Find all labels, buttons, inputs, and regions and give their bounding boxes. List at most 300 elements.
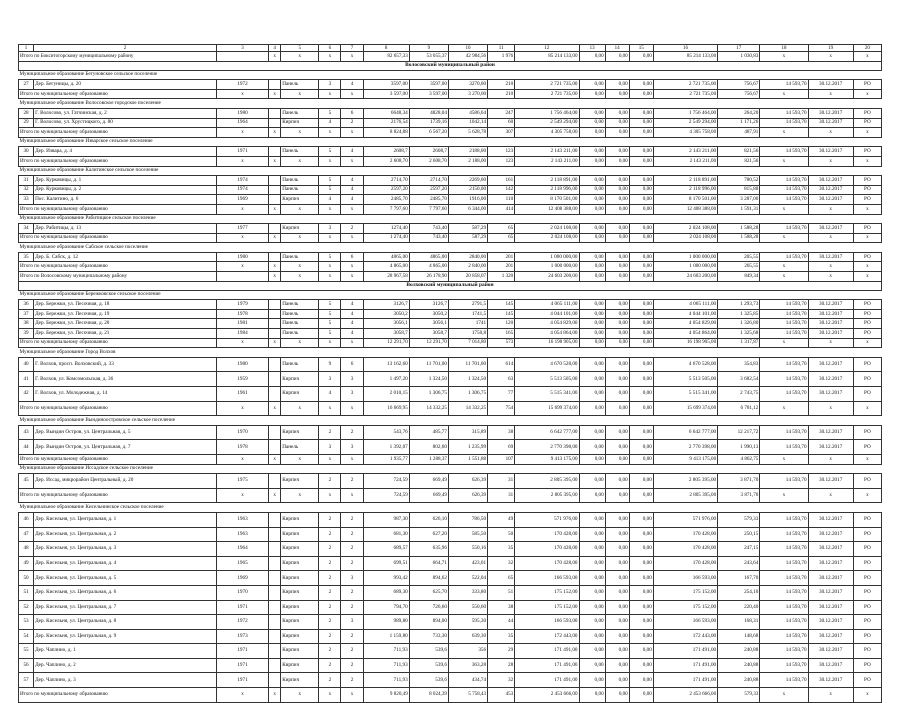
data-cell: 0,00 <box>629 338 653 348</box>
data-cell: 780,52 <box>718 176 760 186</box>
data-cell: х <box>319 688 341 703</box>
data-cell: х <box>281 688 319 703</box>
data-cell: х <box>341 401 363 416</box>
data-cell: 3050,2 <box>363 309 409 319</box>
data-cell: х <box>341 488 363 503</box>
data-cell: РО <box>853 224 881 234</box>
column-number: 13 <box>579 45 605 52</box>
data-cell <box>269 387 281 402</box>
data-cell: 31 <box>19 176 34 186</box>
building-row <box>19 372 882 387</box>
data-cell: 0,00 <box>605 556 629 571</box>
data-cell: 6 <box>341 357 363 372</box>
column-number: 2 <box>34 45 217 52</box>
data-cell: 0,00 <box>629 224 653 234</box>
data-cell: 44 <box>19 440 34 455</box>
data-cell: 4 <box>341 185 363 195</box>
data-cell: 250,15 <box>718 527 760 542</box>
data-cell: 571 976,00 <box>515 512 579 527</box>
data-cell: 4 <box>341 176 363 186</box>
data-cell: 3 287,00 <box>718 195 760 205</box>
data-cell: 0,00 <box>579 454 605 464</box>
building-row <box>19 309 882 319</box>
data-cell: Кирпич <box>281 585 319 600</box>
data-cell: 30.12.2017 <box>808 372 853 387</box>
data-cell: х <box>808 128 853 138</box>
address-cell: Дер. Бережки, ул. Песочная, д. 19 <box>34 309 217 319</box>
data-cell: 1 317,87 <box>718 338 760 348</box>
data-cell: х <box>281 338 319 348</box>
data-cell: х <box>760 128 808 138</box>
data-cell: Кирпич <box>281 527 319 542</box>
municipality-heading: Муниципальное образование Иссадское сельское поселение <box>19 464 882 474</box>
data-cell: 54 <box>19 629 34 644</box>
data-cell: 210 <box>488 80 515 90</box>
data-cell: 0,00 <box>629 615 653 630</box>
data-cell: 4 305 758,00 <box>653 128 717 138</box>
data-cell: 0,00 <box>579 329 605 339</box>
data-cell: 77 <box>488 387 515 402</box>
data-cell: 0,00 <box>579 658 605 673</box>
data-cell: х <box>808 233 853 243</box>
data-cell: 14 593,70 <box>760 224 808 234</box>
data-cell: 12 291,70 <box>409 338 448 348</box>
data-cell: 5 515 341,00 <box>653 387 717 402</box>
municipality-heading: Муниципальное образование Волосовское городское поселение <box>19 99 882 109</box>
total-row <box>19 272 882 282</box>
data-cell: 664,71 <box>409 556 448 571</box>
building-row <box>19 319 882 329</box>
address-cell: Дер. Курковицы, д. 1 <box>34 176 217 186</box>
data-cell: 794,70 <box>363 600 409 615</box>
data-cell: Кирпич <box>281 556 319 571</box>
data-cell: х <box>216 204 268 214</box>
data-cell: 0,00 <box>579 176 605 186</box>
data-cell: 8 170 501,00 <box>515 195 579 205</box>
data-cell: 550,16 <box>448 542 487 557</box>
column-number: 15 <box>629 45 653 52</box>
data-cell: 821,56 <box>718 156 760 166</box>
data-cell: 38 <box>488 425 515 440</box>
data-cell: РО <box>853 329 881 339</box>
data-cell: 170 428,00 <box>653 527 717 542</box>
municipality-heading: Муниципальное образование Калитинское сельское поселение <box>19 166 882 176</box>
data-cell: 14 593,70 <box>760 571 808 586</box>
data-cell: 743,40 <box>409 224 448 234</box>
data-cell: 14 593,70 <box>760 195 808 205</box>
data-cell: 205,55 <box>718 262 760 272</box>
data-cell: 3 871,70 <box>718 488 760 503</box>
municipality-heading-row <box>19 348 882 358</box>
data-cell: 264,20 <box>718 108 760 118</box>
data-cell: 711,93 <box>363 644 409 659</box>
total-label-cell: Итого по муниципальному образованию <box>19 401 217 416</box>
data-cell: РО <box>853 585 881 600</box>
data-cell: х <box>808 52 853 62</box>
data-cell: 30.12.2017 <box>808 658 853 673</box>
data-cell: 3126,7 <box>363 300 409 310</box>
data-cell: 3 <box>341 615 363 630</box>
data-cell: 0,00 <box>629 80 653 90</box>
data-cell: 3597,00 <box>363 80 409 90</box>
data-cell: 0,00 <box>579 688 605 703</box>
data-cell <box>269 309 281 319</box>
data-cell: 0,00 <box>629 128 653 138</box>
data-cell: х <box>281 401 319 416</box>
data-cell: х <box>319 488 341 503</box>
data-cell: 3 <box>341 440 363 455</box>
data-cell: х <box>853 272 881 282</box>
data-cell <box>269 80 281 90</box>
data-cell <box>269 542 281 557</box>
column-number: 20 <box>853 45 881 52</box>
data-cell: х <box>853 488 881 503</box>
data-cell: 3056,1 <box>363 319 409 329</box>
data-cell <box>269 300 281 310</box>
data-cell: 4 865,00 <box>363 262 409 272</box>
data-cell: 14 593,70 <box>760 556 808 571</box>
data-cell: РО <box>853 147 881 157</box>
data-cell: 201 <box>488 252 515 262</box>
data-cell: 0,00 <box>579 585 605 600</box>
data-cell: 0,00 <box>629 329 653 339</box>
data-cell: 1 326,80 <box>718 319 760 329</box>
data-cell: 172 443,00 <box>515 629 579 644</box>
data-cell: 1 976 <box>488 52 515 62</box>
data-cell: 52 <box>19 600 34 615</box>
data-cell: 669,49 <box>409 488 448 503</box>
data-cell: х <box>319 52 341 62</box>
data-cell: 2 010,15 <box>363 387 409 402</box>
data-cell: 0,00 <box>579 556 605 571</box>
data-cell: 0,00 <box>629 556 653 571</box>
data-cell: 0,00 <box>605 571 629 586</box>
address-cell: Г. Волосово, ул. Гатчинская, д. 2 <box>34 108 217 118</box>
data-cell: 0,00 <box>605 309 629 319</box>
data-cell: 38 <box>19 319 34 329</box>
data-cell: х <box>281 128 319 138</box>
data-cell: 1965 <box>216 556 268 571</box>
data-cell: 28 967,58 <box>363 272 409 282</box>
data-cell: х <box>341 89 363 99</box>
data-cell: 1 324,50 <box>448 372 487 387</box>
data-cell: 1970 <box>216 425 268 440</box>
data-cell: Кирпич <box>281 372 319 387</box>
data-cell: 2 143 211,00 <box>515 147 579 157</box>
data-cell: 33 <box>19 195 34 205</box>
data-cell: 0,00 <box>579 425 605 440</box>
data-cell: 240,88 <box>718 673 760 688</box>
data-cell: х <box>853 52 881 62</box>
data-cell <box>269 512 281 527</box>
data-cell: 39 <box>19 329 34 339</box>
data-cell: 0,00 <box>605 195 629 205</box>
data-cell: 333,80 <box>448 585 487 600</box>
data-cell: 539,6 <box>409 658 448 673</box>
municipality-heading-row <box>19 290 882 300</box>
data-cell: 3 <box>319 80 341 90</box>
total-row <box>19 401 882 416</box>
data-cell: 42 984,56 <box>448 52 487 62</box>
data-cell: х <box>853 204 881 214</box>
data-cell: 726,60 <box>409 600 448 615</box>
data-cell: х <box>341 128 363 138</box>
municipality-heading-row <box>19 99 882 109</box>
data-cell <box>269 224 281 234</box>
column-number: 6 <box>319 45 341 52</box>
data-cell: РО <box>853 512 881 527</box>
data-cell: 8 824,88 <box>363 128 409 138</box>
data-cell: 28 <box>19 108 34 118</box>
data-cell: 669,49 <box>409 474 448 489</box>
address-cell: Дер. Кисельня, ул. Центральная, д. 8 <box>34 615 217 630</box>
data-cell: 756,67 <box>718 80 760 90</box>
data-cell: 14 593,70 <box>760 387 808 402</box>
data-cell: х <box>808 401 853 416</box>
data-cell: 53 055,37 <box>409 52 448 62</box>
data-cell: 550,60 <box>448 600 487 615</box>
data-cell: 14 593,70 <box>760 542 808 557</box>
municipality-heading: Муниципальное образование Кисельнинское сельское поселение <box>19 503 882 513</box>
data-cell: 0,00 <box>605 262 629 272</box>
column-number: 5 <box>281 45 319 52</box>
data-cell <box>269 319 281 329</box>
address-cell: Дер. Кисельня, ул. Центральная, д. 7 <box>34 600 217 615</box>
data-cell: х <box>341 338 363 348</box>
data-cell: х <box>760 156 808 166</box>
municipality-heading-row <box>19 214 882 224</box>
data-cell: 5 <box>319 108 341 118</box>
data-cell: 2 <box>341 600 363 615</box>
data-cell: 4 670 528,00 <box>653 357 717 372</box>
data-cell: Кирпич <box>281 629 319 644</box>
data-cell: 2 <box>341 224 363 234</box>
data-cell: 167,70 <box>718 571 760 586</box>
data-cell: х <box>808 89 853 99</box>
data-cell <box>269 673 281 688</box>
data-cell: 0,00 <box>605 644 629 659</box>
data-cell: х <box>808 204 853 214</box>
data-cell: 12 408 388,00 <box>653 204 717 214</box>
address-cell: Г. Волхов, ул. Молодежная, д. 14 <box>34 387 217 402</box>
data-cell: 2 743,75 <box>718 387 760 402</box>
column-number: 17 <box>718 45 760 52</box>
data-cell: х <box>760 338 808 348</box>
data-cell: 8 024,39 <box>409 688 448 703</box>
data-cell: 30.12.2017 <box>808 571 853 586</box>
data-cell: 0,00 <box>629 658 653 673</box>
data-cell: 571 976,00 <box>653 512 717 527</box>
data-cell: 573 <box>488 338 515 348</box>
data-cell: РО <box>853 319 881 329</box>
data-cell: 689,30 <box>363 585 409 600</box>
data-cell: 0,00 <box>605 673 629 688</box>
data-cell: Панель <box>281 252 319 262</box>
data-cell: 5 <box>319 300 341 310</box>
data-cell: 0,00 <box>605 488 629 503</box>
data-cell: 2 <box>341 474 363 489</box>
address-cell: Дер. Бегуницы, д. 20 <box>34 80 217 90</box>
data-cell: 14 593,70 <box>760 185 808 195</box>
data-cell: 65 <box>488 571 515 586</box>
total-row <box>19 454 882 464</box>
building-row <box>19 80 882 90</box>
data-cell: 2 <box>319 615 341 630</box>
data-cell: 539,6 <box>409 644 448 659</box>
building-row <box>19 527 882 542</box>
data-cell: х <box>853 262 881 272</box>
data-cell: 626,39 <box>448 488 487 503</box>
data-cell: 1971 <box>216 600 268 615</box>
data-cell: Кирпич <box>281 673 319 688</box>
data-cell: РО <box>853 425 881 440</box>
address-cell: Дер. Вындин Остров, ул. Центральная, д. 5 <box>34 425 217 440</box>
address-cell: Дер. Чаплино, д. 1 <box>34 644 217 659</box>
data-cell: х <box>341 52 363 62</box>
data-cell: 0,00 <box>605 147 629 157</box>
data-cell: 1 030,83 <box>718 52 760 62</box>
data-cell: х <box>319 89 341 99</box>
data-cell: 1 235,99 <box>448 440 487 455</box>
data-cell: 34 <box>19 224 34 234</box>
address-cell: Дер. Чаплино, д. 2 <box>34 658 217 673</box>
data-cell: х <box>760 272 808 282</box>
column-number: 9 <box>409 45 448 52</box>
data-cell: 2714,70 <box>363 176 409 186</box>
data-cell: 2 770 398,00 <box>653 440 717 455</box>
data-cell: х <box>269 156 281 166</box>
data-cell: Панель <box>281 357 319 372</box>
data-cell: 5 <box>319 309 341 319</box>
data-cell: 69 <box>488 440 515 455</box>
data-cell: 2 118 996,00 <box>515 185 579 195</box>
data-cell: 6648,34 <box>363 108 409 118</box>
data-cell: 1973 <box>216 629 268 644</box>
data-cell: 171 491,00 <box>653 644 717 659</box>
data-cell: 0,00 <box>605 80 629 90</box>
data-cell: 2 118 996,00 <box>653 185 717 195</box>
data-cell: 175 152,00 <box>653 600 717 615</box>
data-cell: 30.12.2017 <box>808 585 853 600</box>
data-cell: х <box>216 401 268 416</box>
data-cell: 4 <box>341 300 363 310</box>
total-label-cell: Итого по муниципальному образованию <box>19 262 217 272</box>
data-cell: 170 428,00 <box>653 556 717 571</box>
building-row <box>19 185 882 195</box>
data-cell: 145 <box>488 309 515 319</box>
data-cell: 49 <box>488 512 515 527</box>
data-cell: 175 152,00 <box>653 585 717 600</box>
data-cell: 3058,7 <box>363 329 409 339</box>
data-cell: х <box>808 338 853 348</box>
data-cell: 0,00 <box>579 272 605 282</box>
data-cell: 110 <box>488 195 515 205</box>
building-row <box>19 176 882 186</box>
data-cell: х <box>319 156 341 166</box>
data-cell: 1 591,31 <box>718 204 760 214</box>
data-cell: 1972 <box>216 80 268 90</box>
data-cell: 0,00 <box>629 387 653 402</box>
data-cell: 0,00 <box>629 585 653 600</box>
building-row <box>19 118 882 128</box>
data-cell: 14 593,70 <box>760 440 808 455</box>
column-number: 8 <box>363 45 409 52</box>
data-cell: х <box>760 262 808 272</box>
data-cell: 0,00 <box>579 118 605 128</box>
data-cell: 0,00 <box>579 233 605 243</box>
data-cell: 1274,40 <box>363 224 409 234</box>
data-cell: 65 <box>488 224 515 234</box>
district-heading: Волховский муниципальный район <box>19 281 882 290</box>
data-cell: 30.12.2017 <box>808 615 853 630</box>
data-cell: 14 593,70 <box>760 673 808 688</box>
data-cell: 0,00 <box>605 128 629 138</box>
total-label-cell: Итого по муниципальному образованию <box>19 128 217 138</box>
data-cell: 0,00 <box>605 272 629 282</box>
data-cell: РО <box>853 571 881 586</box>
data-cell: 815,88 <box>718 185 760 195</box>
data-cell: 32 <box>488 556 515 571</box>
data-cell: 36 <box>19 300 34 310</box>
data-cell: 0,00 <box>605 52 629 62</box>
data-cell: 15 699 374,00 <box>653 401 717 416</box>
data-cell: РО <box>853 300 881 310</box>
data-cell: 2 <box>341 585 363 600</box>
data-cell: 0,00 <box>629 474 653 489</box>
data-cell: 1 990,13 <box>718 440 760 455</box>
data-cell: 0,00 <box>579 542 605 557</box>
data-cell: 5 <box>319 252 341 262</box>
data-cell: 14 593,70 <box>760 615 808 630</box>
data-cell: 5 <box>319 329 341 339</box>
data-cell: 11 701,00 <box>409 357 448 372</box>
data-cell: 14 593,70 <box>760 600 808 615</box>
data-cell: 51 <box>19 585 34 600</box>
data-cell: 2 143 211,00 <box>653 156 717 166</box>
address-cell: Дер. Чаплино, д. 3 <box>34 673 217 688</box>
total-row <box>19 688 882 703</box>
data-cell: 989,80 <box>363 615 409 630</box>
data-cell: 0,00 <box>605 118 629 128</box>
data-cell: 2 608,70 <box>363 156 409 166</box>
data-cell: 0,00 <box>579 512 605 527</box>
data-cell: 30.12.2017 <box>808 300 853 310</box>
data-cell: Кирпич <box>281 474 319 489</box>
data-cell: 5 513 505,00 <box>653 372 717 387</box>
data-cell: 1 756 464,00 <box>653 108 717 118</box>
data-cell: 14 593,70 <box>760 629 808 644</box>
municipality-heading: Муниципальное образование Сабское сельское поселение <box>19 243 882 253</box>
data-cell: 3 597,00 <box>363 89 409 99</box>
column-number-row <box>19 45 882 52</box>
data-cell: РО <box>853 108 881 118</box>
data-cell: х <box>269 688 281 703</box>
data-cell: РО <box>853 527 881 542</box>
data-cell: РО <box>853 615 881 630</box>
data-cell: РО <box>853 600 881 615</box>
data-cell: 2 <box>319 600 341 615</box>
data-cell: 30.12.2017 <box>808 542 853 557</box>
data-cell: 0,00 <box>579 474 605 489</box>
data-cell: х <box>216 338 268 348</box>
data-cell: 107 <box>488 454 515 464</box>
data-cell: 3 <box>319 224 341 234</box>
data-cell: 2 <box>341 673 363 688</box>
data-cell: 1 320 <box>488 272 515 282</box>
data-cell: 0,00 <box>629 673 653 688</box>
building-row <box>19 658 882 673</box>
data-cell: 724,59 <box>363 474 409 489</box>
